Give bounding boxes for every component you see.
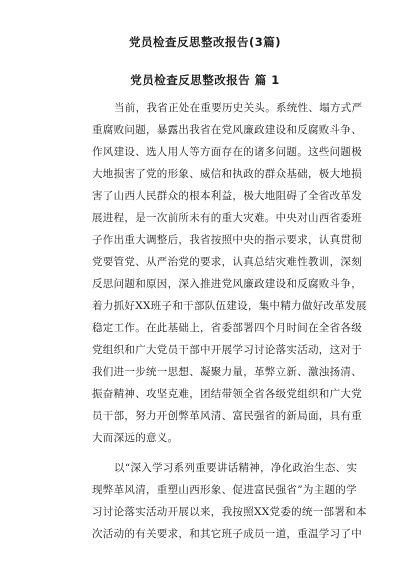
paragraph-line: 大而深远的意义。 (92, 432, 179, 444)
paragraph-line: 习讨论落实活动开展以来，我按照XX党委的统一部署和本 (92, 506, 367, 518)
paragraph-line: 害了山西人民群众的根本利益，极大地阻碍了全省改革发 (92, 190, 362, 202)
paragraph-line: 以“深入学习系列重要讲话精神，净化政治生态、实 (114, 462, 358, 474)
paragraph-line: 振奋精神、攻坚克难，团结带领全省各级党组织和广大党 (92, 388, 362, 400)
paragraph-line: 员干部，努力开创弊革风清、富民强省的新局面，具有重 (92, 410, 362, 422)
paragraph-line: 当前，我省正处在重要历史关头。系统性、塌方式严 (114, 102, 363, 114)
paragraph-line: 现弊革风清，重塑山西形象、促进富民强省”为主题的学 (92, 484, 357, 496)
paragraph-line: 党要管党、从严治党的要求，认真总结灾难性教训，深刻 (92, 256, 362, 268)
paragraph-line: 重腐败问题，暴露出我省在党风廉政建设和反腐败斗争、 (92, 124, 362, 136)
paragraph-line: 作风建设、选人用人等方面存在的诸多问题。这些问题极 (92, 146, 362, 158)
paragraph-line: 展进程，是一次前所未有的重大灾难。中央对山西省委班 (92, 212, 362, 224)
section-title: 党员检查反思整改报告 篇 1 (130, 73, 280, 87)
paragraph-line: 次活动的有关要求，和其它班子成员一道，重温学习了中 (92, 528, 362, 540)
paragraph-line: 反思问题和原因，深入推进党风廉政建设和反腐败斗争， (92, 278, 362, 290)
paragraph-line: 着力抓好XX班子和干部队伍建设，集中精力做好改革发展 (92, 300, 367, 312)
paragraph-line: 稳定工作。在此基础上，省委部署四个月时间在全省各级 (92, 322, 362, 334)
paragraph-line: 大地损害了党的形象、威信和执政的群众基础，极大地损 (92, 168, 362, 180)
paragraph-line: 我们进一步统一思想、凝聚力量，革弊立新、激浊扬清、 (92, 366, 362, 378)
document-title: 党员检查反思整改报告(3篇) (128, 35, 281, 49)
paragraph-line: 党组织和广大党员干部中开展学习讨论落实活动，这对于 (92, 344, 362, 356)
paragraph-line: 子作出重大调整后，我省按照中央的指示要求，认真贯彻 (92, 234, 362, 246)
